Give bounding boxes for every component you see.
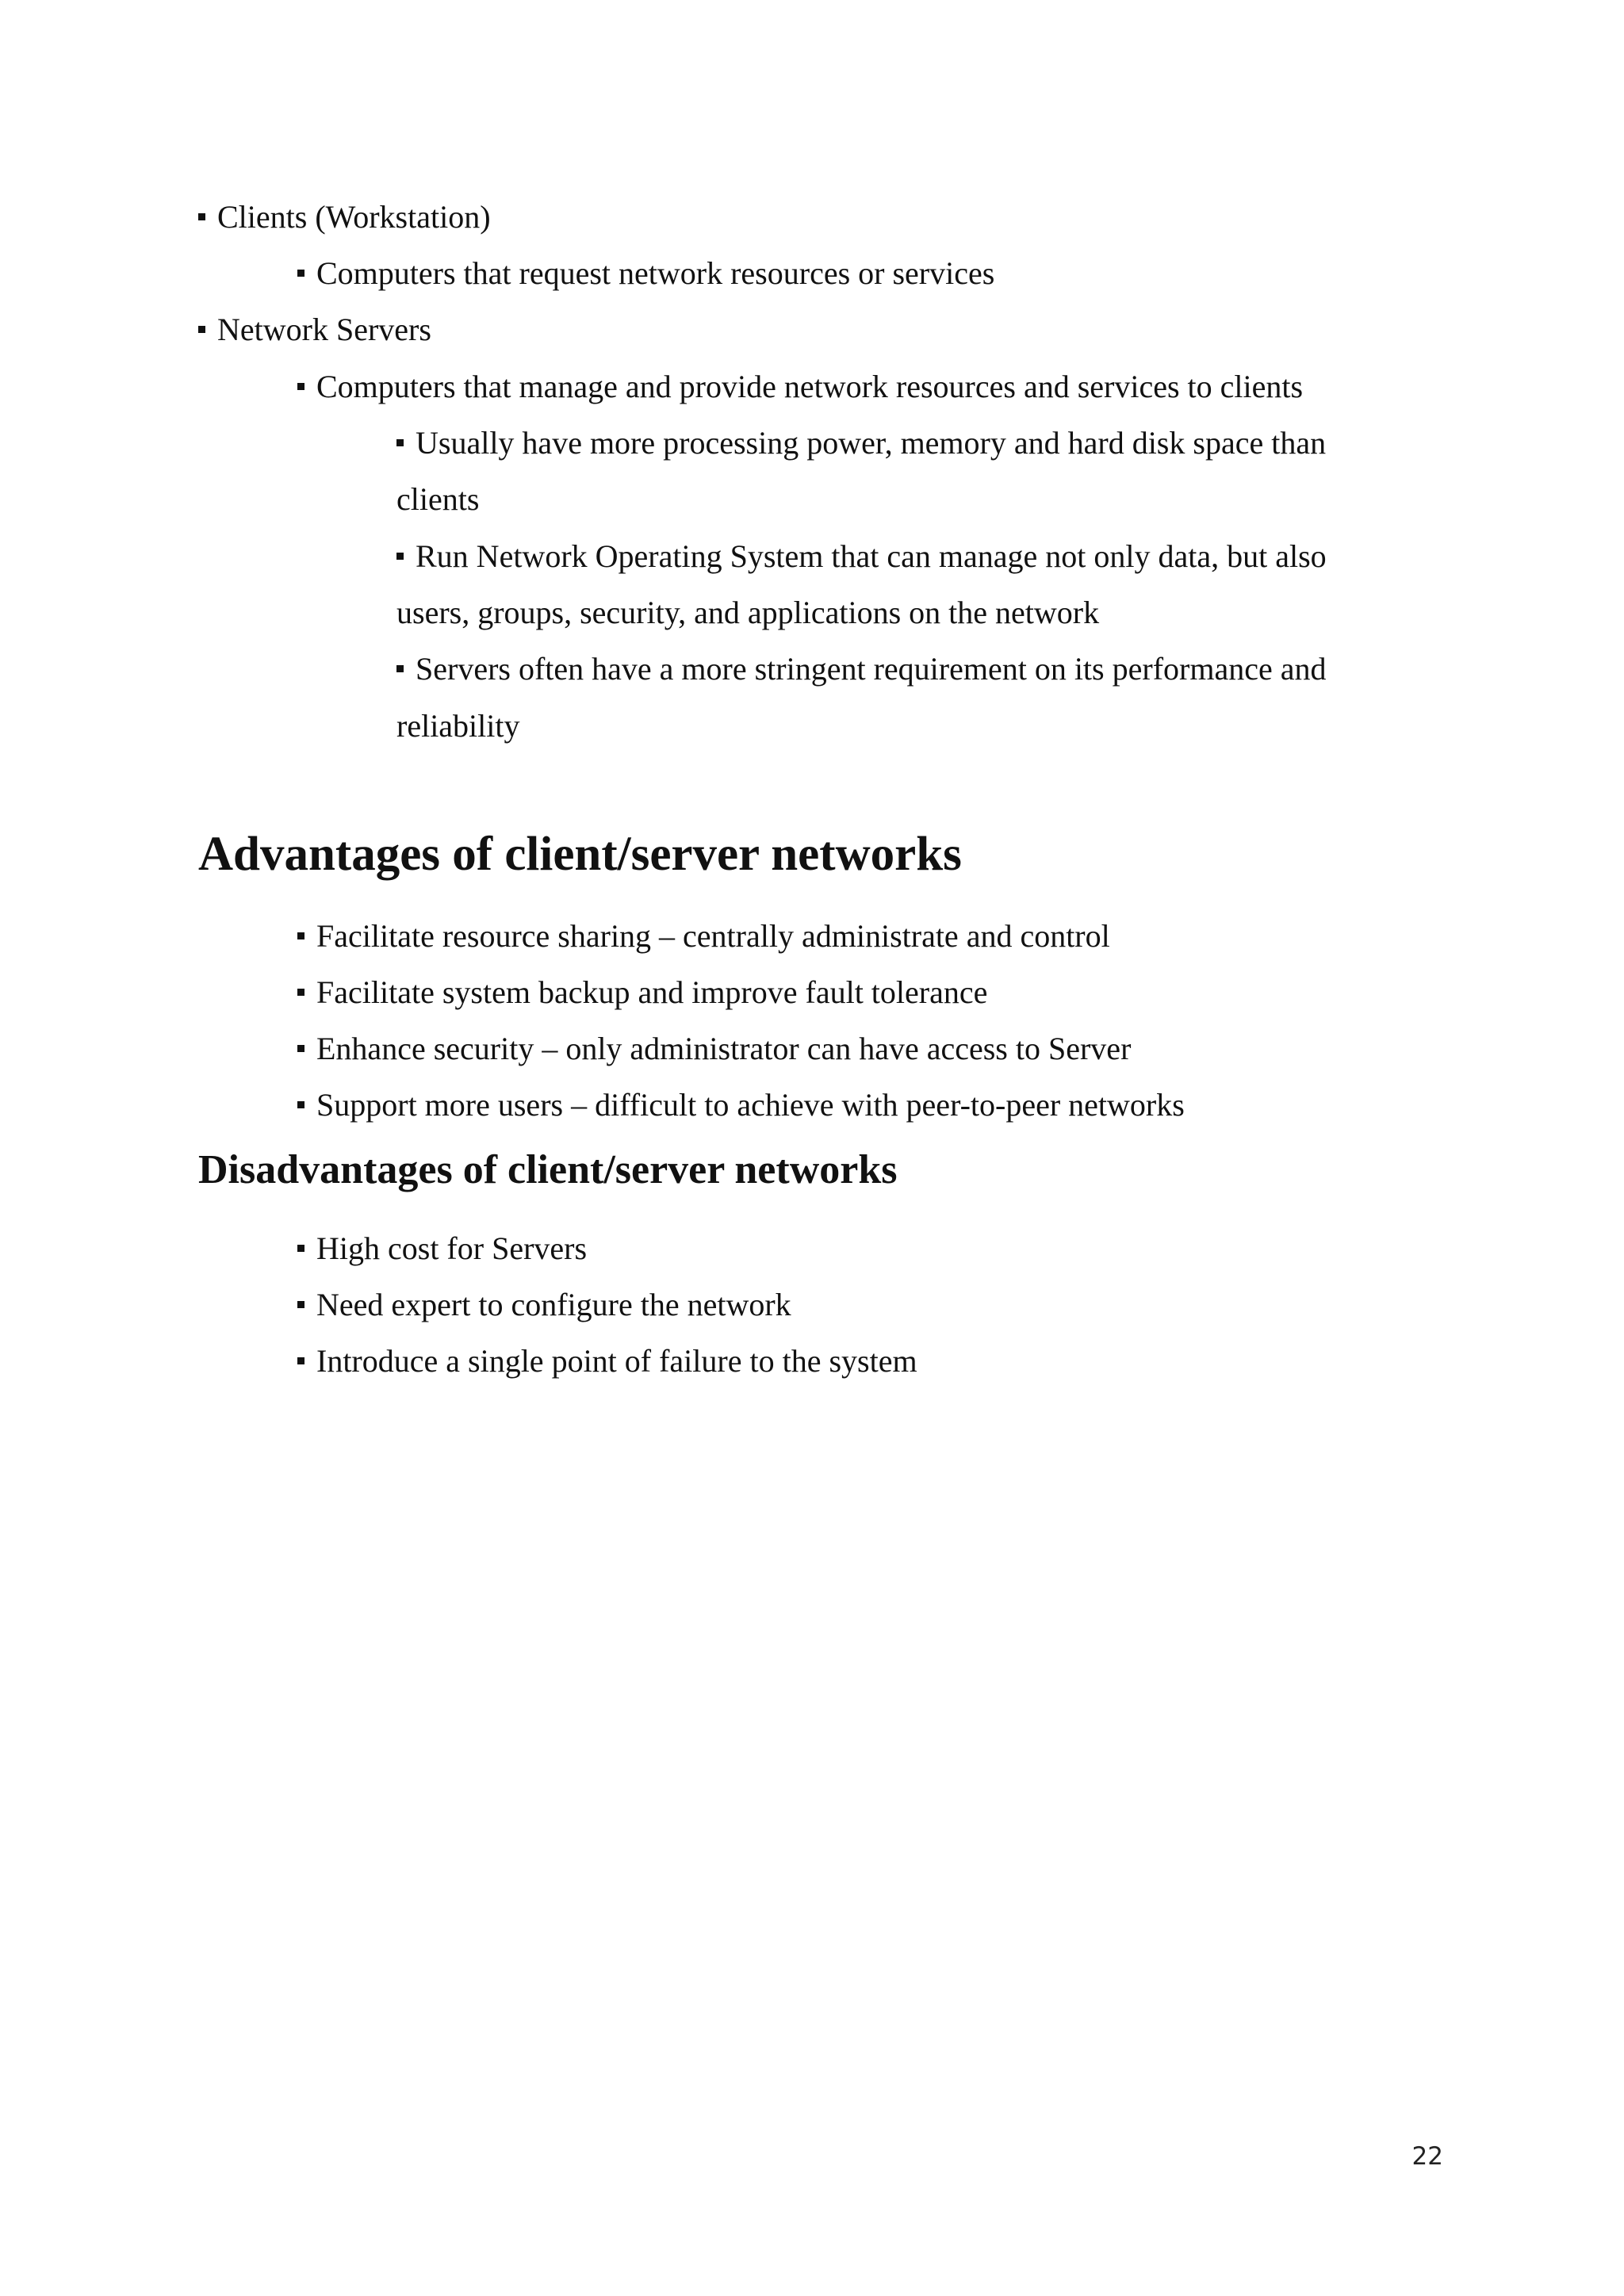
- list-item-text: Servers often have a more stringent requirement on its performance and: [416, 651, 1327, 687]
- list-item-clients-desc: [297, 254, 994, 293]
- list-item-network-servers: [198, 311, 431, 349]
- square-bullet-icon: [297, 932, 304, 939]
- list-item-text: Clients (Workstation): [217, 199, 491, 235]
- page-number: 22: [1411, 2142, 1443, 2171]
- square-bullet-icon: [297, 1245, 304, 1252]
- disadvantage-item: [297, 1230, 587, 1268]
- advantage-item: [297, 917, 1110, 955]
- list-item-text: Facilitate system backup and improve fault tolerance: [316, 974, 988, 1010]
- square-bullet-icon: [198, 213, 205, 220]
- square-bullet-icon: [297, 270, 304, 277]
- square-bullet-icon: [396, 553, 404, 560]
- square-bullet-icon: [297, 1357, 304, 1364]
- advantage-item: [297, 1086, 1185, 1124]
- square-bullet-icon: [297, 1045, 304, 1052]
- disadvantage-item: [297, 1342, 917, 1380]
- advantage-item: [297, 974, 987, 1012]
- list-item-text: Support more users – difficult to achieve with peer-to-peer networks: [316, 1087, 1185, 1123]
- square-bullet-icon: [297, 383, 304, 390]
- list-item-text: Need expert to configure the network: [316, 1287, 791, 1322]
- list-item-servers-desc: [297, 368, 1303, 406]
- list-item-text: Usually have more processing power, memory and hard disk space than: [416, 425, 1327, 461]
- advantage-item: [297, 1030, 1131, 1068]
- square-bullet-icon: [297, 989, 304, 996]
- disadvantage-item: [297, 1286, 791, 1324]
- square-bullet-icon: [297, 1301, 304, 1308]
- square-bullet-icon: [198, 326, 205, 333]
- list-item-text: Computers that request network resources or services: [316, 255, 995, 291]
- square-bullet-icon: [396, 439, 404, 446]
- list-item-continuation: clients: [396, 481, 480, 517]
- square-bullet-icon: [297, 1101, 304, 1108]
- list-item-processing-power: [396, 424, 1326, 462]
- square-bullet-icon: [396, 665, 404, 672]
- disadvantages-heading: Disadvantages of client/server networks: [198, 1147, 898, 1192]
- list-item-text: High cost for Servers: [316, 1230, 588, 1266]
- list-item-continuation: users, groups, security, and applications on the network: [396, 595, 1100, 630]
- list-item-text: Facilitate resource sharing – centrally administrate and control: [316, 918, 1110, 954]
- list-item-text: Introduce a single point of failure to the system: [316, 1343, 917, 1379]
- list-item-nos: [396, 538, 1327, 576]
- list-item-text: Run Network Operating System that can manage not only data, but also: [416, 538, 1327, 574]
- list-item-clients: [198, 198, 491, 236]
- list-item-continuation: reliability: [396, 708, 520, 744]
- advantages-heading: Advantages of client/server networks: [198, 828, 962, 881]
- list-item-text: Network Servers: [217, 312, 431, 347]
- list-item-text: Enhance security – only administrator can have access to Server: [316, 1031, 1132, 1066]
- list-item-text: Computers that manage and provide network resources and services to clients: [316, 369, 1304, 404]
- list-item-stringent: [396, 650, 1326, 688]
